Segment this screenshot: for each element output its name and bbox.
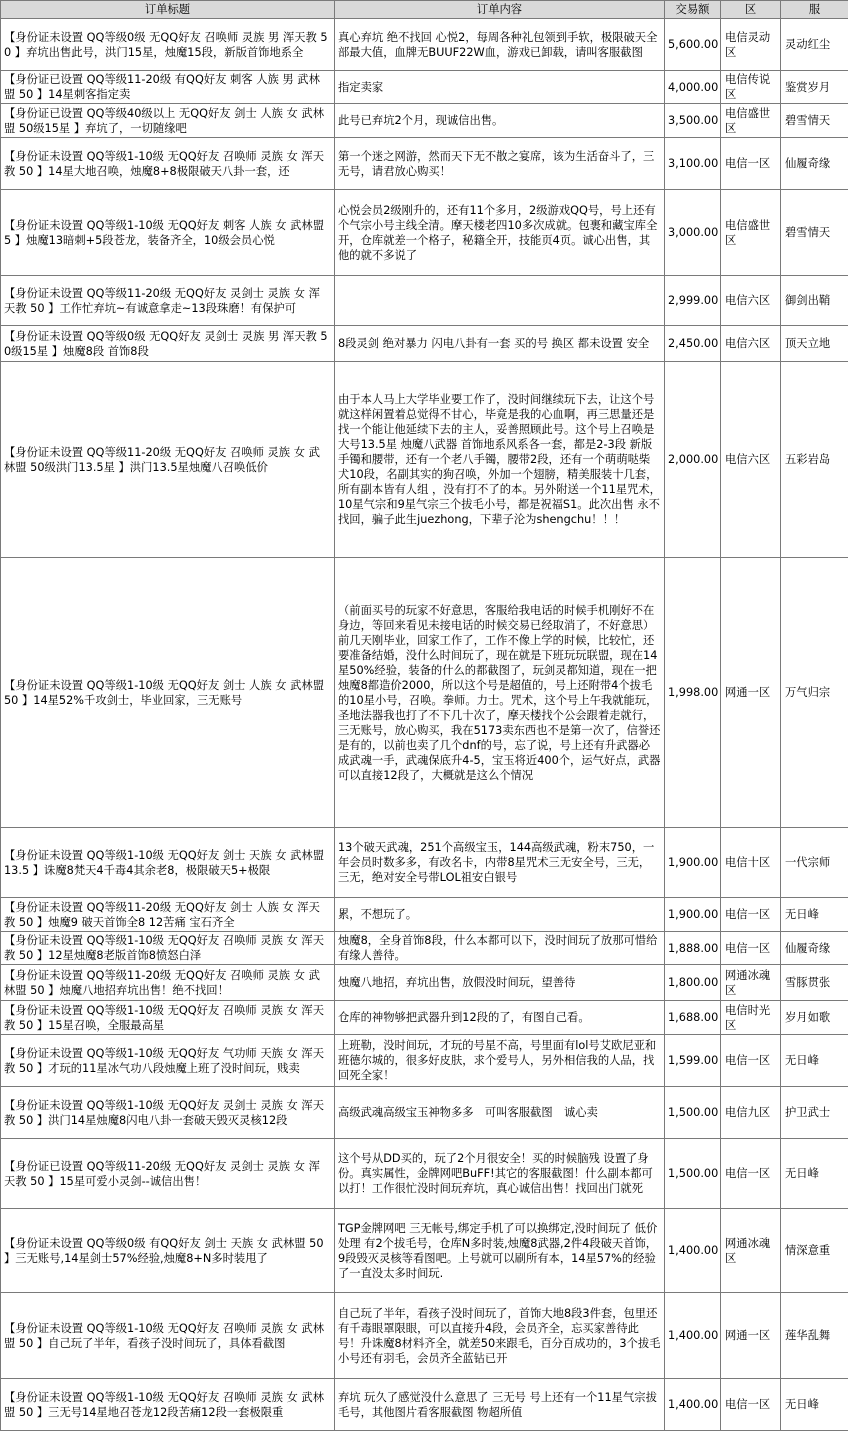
- order-server: 仙履奇缘: [781, 138, 848, 190]
- order-region: 电信一区: [721, 898, 781, 932]
- order-title: 【身份证未设置 QQ等级1-10级 无QQ好友 气功师 天族 女 浑天教 50 】才玩的11星冰气功八段烛魔上班了没时间玩，贱卖: [1, 1035, 335, 1087]
- order-server: 鉴赏岁月: [781, 71, 848, 104]
- order-content: 第一个迷之网游，然而天下无不散之宴席，该为生活奋斗了，三无号，请君放心购买！: [335, 138, 665, 190]
- order-content: 这个号从DD买的，玩了2个月很安全！买的时候脑残 设置了身份。真实属性，金牌网吧BuFF!其它的客服截图！什么副本都可以打！工作很忙没时间玩弃坑，真心诚信出售！找回出门就死: [335, 1139, 665, 1209]
- order-title: 【身份证已设置 QQ等级11-20级 无QQ好友 灵剑士 灵族 女 浑天教 50 】15星可爱小灵剑--诚信出售！: [1, 1139, 335, 1209]
- order-region: 电信九区: [721, 1087, 781, 1139]
- order-region: 电信一区: [721, 1035, 781, 1087]
- order-amount: 2,999.00: [665, 276, 721, 326]
- order-region: 电信一区: [721, 932, 781, 965]
- order-amount: 5,600.00: [665, 19, 721, 71]
- order-amount: 1,888.00: [665, 932, 721, 965]
- order-region: 网通一区: [721, 1293, 781, 1379]
- order-server: 御剑出鞘: [781, 276, 848, 326]
- order-amount: 1,900.00: [665, 828, 721, 898]
- table-row[interactable]: [1, 898, 848, 932]
- table-row[interactable]: [1, 965, 848, 1001]
- order-server: 碧雪情天: [781, 104, 848, 138]
- order-content: 13个破天武魂，251个高级宝玉，144高级武魂，粉末750，一年会员时数多多，有改名卡，内带8星咒术三无安全号，三无，三无，绝对安全号带LOL祖安白银号: [335, 828, 665, 898]
- order-server: 情深意重: [781, 1209, 848, 1293]
- order-amount: 1,400.00: [665, 1293, 721, 1379]
- order-amount: 3,000.00: [665, 190, 721, 276]
- order-title: 【身份证未设置 QQ等级1-10级 无QQ好友 召唤师 灵族 女 浑天教 50 】15星召唤，全服最高星: [1, 1001, 335, 1035]
- order-content: 烛魔8，全身首饰8段，什么本都可以下，没时间玩了放那可惜给有缘人善待。: [335, 932, 665, 965]
- order-content: 心悦会员2级刚升的，还有11个多月，2级游戏QQ号，号上还有个气宗小号主线全清。摩天楼老四10多次成就。包裹和藏宝库全开，仓库就差一个格子，秘籍全开，技能页4页。诚心出售，其他的就不多说了: [335, 190, 665, 276]
- order-region: 电信六区: [721, 326, 781, 362]
- table-row[interactable]: [1, 362, 848, 558]
- table-row[interactable]: [1, 138, 848, 190]
- order-content: 累，不想玩了。: [335, 898, 665, 932]
- order-title: 【身份证未设置 QQ等级1-10级 无QQ好友 灵剑士 灵族 女 浑天教 50 】洪门14星烛魔8闪电八卦一套破天毁灭灵核12段: [1, 1087, 335, 1139]
- order-title: 【身份证未设置 QQ等级11-20级 无QQ好友 剑士 人族 女 浑天教 50 】烛魔9 破天首饰全8 12苦痛 宝石齐全: [1, 898, 335, 932]
- order-server: 护卫武士: [781, 1087, 848, 1139]
- order-amount: 4,000.00: [665, 71, 721, 104]
- table-row[interactable]: [1, 828, 848, 898]
- order-amount: 1,900.00: [665, 898, 721, 932]
- order-content: 由于本人马上大学毕业要工作了，没时间继续玩下去，让这个号就这样闲置着总觉得不甘心，毕竟是我的心血啊，再三思量还是找一个能让他延续下去的主人，妥善照顾此号。这个号上召唤是大号13.5星 烛魔八武器 首饰地系风系各一套，都是2-3段 新版手镯和腰带，还有一个老八手镯，腰带2段，还有一个萌萌哒柴犬10段，名副其实的狗召唤，外加一个翅膀，精美服装十几套，所有副本皆有人组 ，没有打不了的本。另外附送一个11星咒术，10星气宗和9星气宗三个拔毛小号，都是祝福S1。此次出售 永不找回，骗子此生juezhong，下辈子沦为shengchu！！！: [335, 362, 665, 558]
- order-amount: 1,599.00: [665, 1035, 721, 1087]
- order-title: 【身份证未设置 QQ等级1-10级 无QQ好友 召唤师 灵族 女 浑天教 50 】12星烛魔8老版首饰8愤怒白泽: [1, 932, 335, 965]
- order-amount: 3,500.00: [665, 104, 721, 138]
- order-content: 高级武魂高级宝玉神物多多 可叫客服截图 诚心卖: [335, 1087, 665, 1139]
- header-title: 订单标题: [1, 1, 335, 19]
- order-amount: 1,400.00: [665, 1209, 721, 1293]
- table-row[interactable]: [1, 558, 848, 828]
- order-amount: 1,500.00: [665, 1139, 721, 1209]
- table-row[interactable]: [1, 932, 848, 965]
- order-title: 【身份证未设置 QQ等级0级 有QQ好友 剑士 天族 女 武林盟 50 】三无账号,14星剑士57%经验,烛魔8+N多时装甩了: [1, 1209, 335, 1293]
- order-content: [335, 276, 665, 326]
- table-row[interactable]: [1, 276, 848, 326]
- table-row[interactable]: [1, 1087, 848, 1139]
- order-region: 网通冰魂区: [721, 965, 781, 1001]
- order-server: 五彩岩岛: [781, 362, 848, 558]
- order-title: 【身份证未设置 QQ等级1-10级 无QQ好友 召唤师 灵族 女 武林盟 50 】三无号14星地召苍龙12段苦痛12段一套极限重: [1, 1379, 335, 1431]
- order-amount: 1,500.00: [665, 1087, 721, 1139]
- table-header-row: [1, 1, 848, 19]
- order-title: 【身份证未设置 QQ等级1-10级 无QQ好友 刺客 人族 女 武林盟 5 】烛魔13暗刺+5段苍龙，装备齐全，10级会员心悦: [1, 190, 335, 276]
- order-server: 无日峰: [781, 1035, 848, 1087]
- table-row[interactable]: [1, 19, 848, 71]
- order-server: 仙履奇缘: [781, 932, 848, 965]
- order-content: 烛魔八地招，弃坑出售，放假没时间玩，望善待: [335, 965, 665, 1001]
- order-content: 8段灵剑 绝对暴力 闪电八卦有一套 买的号 换区 都未设置 安全: [335, 326, 665, 362]
- order-region: 电信六区: [721, 276, 781, 326]
- order-amount: 2,450.00: [665, 326, 721, 362]
- order-amount: 1,400.00: [665, 1379, 721, 1431]
- order-server: 一代宗师: [781, 828, 848, 898]
- header-region: 区: [721, 1, 781, 19]
- order-title: 【身份证未设置 QQ等级0级 无QQ好友 灵剑士 灵族 男 浑天教 50级15星 】烛魔8段 首饰8段: [1, 326, 335, 362]
- order-title: 【身份证未设置 QQ等级11-20级 无QQ好友 灵剑士 灵族 女 浑天教 50 】工作忙弃坑~有诚意拿走~13段珠磨！有保护可: [1, 276, 335, 326]
- table-row[interactable]: [1, 326, 848, 362]
- header-amount: 交易额: [665, 1, 721, 19]
- order-server: 莲华乱舞: [781, 1293, 848, 1379]
- table-row[interactable]: [1, 71, 848, 104]
- table-row[interactable]: [1, 1209, 848, 1293]
- order-server: 雪豚贯张: [781, 965, 848, 1001]
- order-region: 电信盛世区: [721, 190, 781, 276]
- order-amount: 1,688.00: [665, 1001, 721, 1035]
- order-content: TGP金牌网吧 三无帐号,绑定手机了可以换绑定,没时间玩了 低价处理 有2个拔毛号，仓库N多时装,烛魔8武器,2件4段破天首饰，9段毁灭灵核等看图吧。上号就可以刷所有本，14星57%的经验了一直没太多时间玩.: [335, 1209, 665, 1293]
- order-server: 灵动红尘: [781, 19, 848, 71]
- order-title: 【身份证未设置 QQ等级1-10级 无QQ好友 剑士 天族 女 武林盟 13.5 】诛魔8梵天4千毒4其余老8，极限破天5+极限: [1, 828, 335, 898]
- order-content: 仓库的神物够把武器升到12段的了，有图自己看。: [335, 1001, 665, 1035]
- table-row[interactable]: [1, 190, 848, 276]
- order-title: 【身份证未设置 QQ等级1-10级 无QQ好友 剑士 人族 女 武林盟 50 】14星52%千攻剑士，毕业回家，三无账号: [1, 558, 335, 828]
- order-title: 【身份证未设置 QQ等级0级 无QQ好友 召唤师 灵族 男 浑天教 50 】弃坑出售此号，洪门15星，烛魔15段，新版首饰地系全: [1, 19, 335, 71]
- order-region: 电信盛世区: [721, 104, 781, 138]
- order-amount: 1,998.00: [665, 558, 721, 828]
- order-server: 无日峰: [781, 898, 848, 932]
- order-region: 电信一区: [721, 138, 781, 190]
- order-amount: 1,800.00: [665, 965, 721, 1001]
- table-row[interactable]: [1, 1001, 848, 1035]
- order-server: 无日峰: [781, 1139, 848, 1209]
- order-content: 弃坑 玩久了感觉没什么意思了 三无号 号上还有一个11星气宗拔毛号，其他图片看客服截图 物超所值: [335, 1379, 665, 1431]
- order-region: 网通冰魂区: [721, 1209, 781, 1293]
- table-row[interactable]: [1, 104, 848, 138]
- table-row[interactable]: [1, 1139, 848, 1209]
- order-title: 【身份证未设置 QQ等级1-10级 无QQ好友 召唤师 灵族 女 浑天教 50 】14星大地召唤，烛魔8+8极限破天八卦一套，还: [1, 138, 335, 190]
- order-region: 电信十区: [721, 828, 781, 898]
- order-amount: 2,000.00: [665, 362, 721, 558]
- order-region: 网通一区: [721, 558, 781, 828]
- order-title: 【身份证未设置 QQ等级11-20级 无QQ好友 召唤师 灵族 女 武林盟 50级洪门13.5星 】洪门13.5星烛魔八召唤低价: [1, 362, 335, 558]
- order-content: 指定卖家: [335, 71, 665, 104]
- order-server: 无日峰: [781, 1379, 848, 1431]
- order-region: 电信六区: [721, 362, 781, 558]
- table-row[interactable]: [1, 1035, 848, 1087]
- order-title: 【身份证未设置 QQ等级1-10级 无QQ好友 召唤师 灵族 女 武林盟 50 】自己玩了半年，看孩子没时间玩了，具体看截图: [1, 1293, 335, 1379]
- header-content: 订单内容: [335, 1, 665, 19]
- order-region: 电信传说区: [721, 71, 781, 104]
- order-region: 电信时光区: [721, 1001, 781, 1035]
- order-region: 电信一区: [721, 1139, 781, 1209]
- order-server: 万气归宗: [781, 558, 848, 828]
- order-title: 【身份证未设置 QQ等级11-20级 无QQ好友 召唤师 灵族 女 武林盟 50 】烛魔八地招弃坑出售！绝不找回！: [1, 965, 335, 1001]
- order-content: 真心弃坑 绝不找回 心悦2，每周各种礼包领到手软，极限破天全部最大值，血牌无BUUF22W血，游戏已卸载，请叫客服截图: [335, 19, 665, 71]
- order-amount: 3,100.00: [665, 138, 721, 190]
- header-server: 服: [781, 1, 848, 19]
- order-content: 上班勒，没时间玩，才玩的号星不高，号里面有lol号艾欧尼亚和班德尔城的，很多好皮肤，求个爱号人，另外相信我的人品，找回死全家！: [335, 1035, 665, 1087]
- order-title: 【身份证已设置 QQ等级11-20级 有QQ好友 刺客 人族 男 武林盟 50 】14星刺客指定卖: [1, 71, 335, 104]
- table-row[interactable]: [1, 1379, 848, 1431]
- order-region: 电信灵动区: [721, 19, 781, 71]
- order-content: 此号已弃坑2个月，现诚信出售。: [335, 104, 665, 138]
- table-row[interactable]: [1, 1293, 848, 1379]
- order-content: 自己玩了半年，看孩子没时间玩了，首饰大地8段3件套，包里还有千毒眼罩限眼，可以直接升4段，会员齐全，忘买家善待此号！升诛魔8材料齐全，就差50来跟毛，百分百成功的，3个拔毛小号还有羽毛，会员齐全蓝钻已开: [335, 1293, 665, 1379]
- order-server: 顶天立地: [781, 326, 848, 362]
- order-region: 电信一区: [721, 1379, 781, 1431]
- order-content: （前面买号的玩家不好意思，客服给我电话的时候手机刚好不在身边，等回来看见未接电话的时候交易已经取消了，不好意思）前几天刚毕业，回家工作了，工作不像上学的时候，比较忙，还要准备结婚，没什么时间玩了，现在就是下班玩玩联盟，现在14星50%经验，装备的什么的都截图了，玩剑灵都知道，现在一把烛魔8都造价2000，所以这个号是超值的，号上还附带4个拔毛的10星小号，召唤。拳师。力士。咒术，这个号上午我就能玩，圣地法器我也打了不下几十次了，摩天楼找个公会跟着走就行，三无账号，放心购买，我在5173卖东西也不是第一次了，信誉还是有的，以前也卖了几个dnf的号，忘了说，号上还有升武器必成武魂一手，武魂保底升4-5，宝玉将近400个，运气好点，武器可以直接12段了，大概就是这么个情况: [335, 558, 665, 828]
- order-title: 【身份证已设置 QQ等级40级以上 无QQ好友 剑士 人族 女 武林盟 50级15星 】弃坑了，一切随缘吧: [1, 104, 335, 138]
- order-server: 岁月如歌: [781, 1001, 848, 1035]
- order-server: 碧雪情天: [781, 190, 848, 276]
